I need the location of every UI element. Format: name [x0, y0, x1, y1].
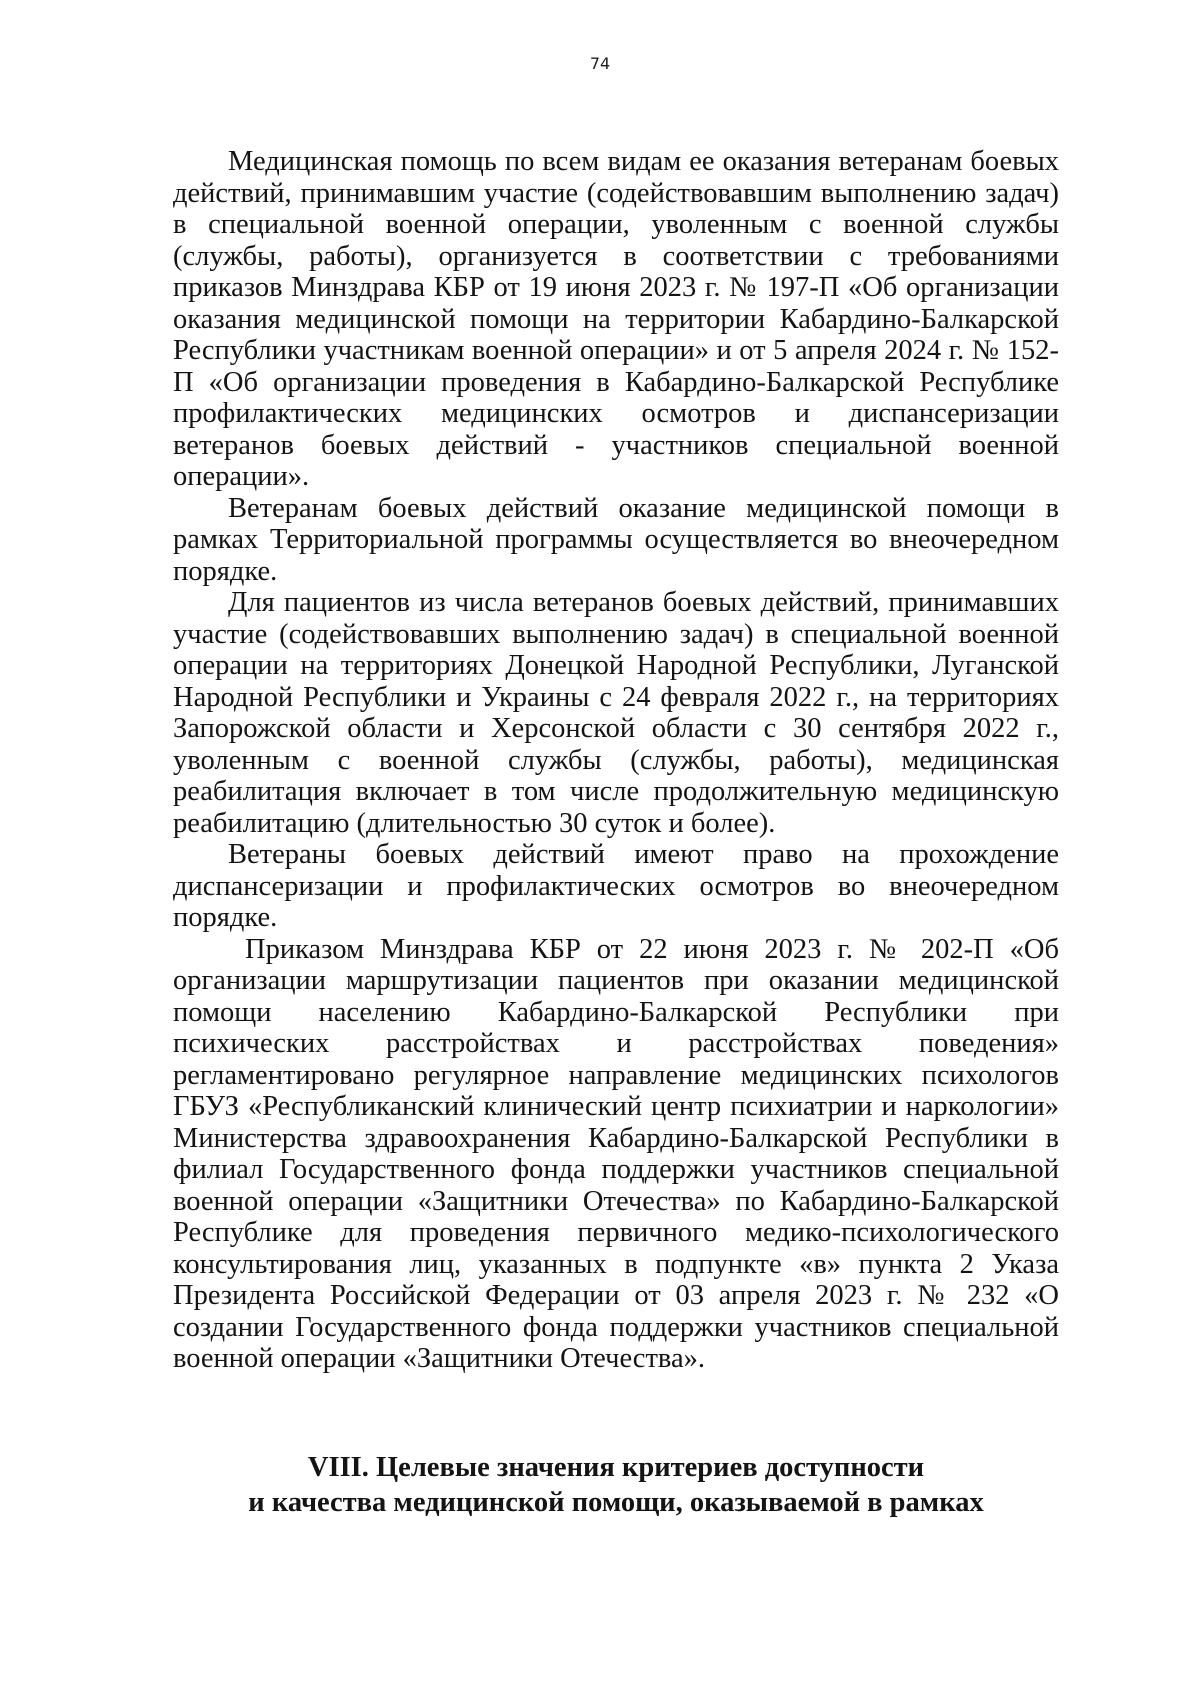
section-heading-line-2: и качества медицинской помощи, оказываемой в рамках: [248, 1487, 984, 1518]
paragraph-dispensarization: Ветераны боевых действий имеют право на прохождение диспансеризации и профилактических осмотров во внеочередном порядке.: [173, 839, 1059, 933]
paragraph-priority-care: Ветеранам боевых действий оказание медицинской помощи в рамках Территориальной программы осуществляется во внеочередном порядке.: [173, 492, 1059, 587]
paragraph-medical-care-veterans: Медицинская помощь по всем видам ее оказания ветеранам боевых действий, принимавшим участие (содействовавшим выполнению задач) в специальной военной операции, уволенным с военной службы (службы, работы), организуется в соответствии с требованиями приказов Минздрава КБР от 19 июня 2023 г. № 197-П «Об организации оказания медицинской помощи на территории Кабардино-Балкарской Республики участникам военной операции» и от 5 апреля 2024 г. № 152-П «Об организации проведения в Кабардино-Балкарской Республике профилактических медицинских осмотров и диспансеризации ветеранов боевых действий - участников специальной военной операции».: [173, 146, 1059, 492]
section-heading: [173, 1450, 1059, 1520]
page-number: 74: [589, 54, 611, 73]
body-text: [173, 146, 1059, 1375]
paragraph-order-202p: Приказом Минздрава КБР от 22 июня 2023 г. № 202-П «Об организации маршрутизации пациентов при оказании медицинской помощи населению Кабардино-Балкарской Республики при психических расстройствах и расстройствах поведения» регламентировано регулярное направление медицинских психологов ГБУЗ «Республиканский клинический центр психиатрии и наркологии» Министерства здравоохранения Кабардино-Балкарской Республики в филиал Государственного фонда поддержки участников специальной военной операции «Защитники Отечества» по Кабардино-Балкарской Республике для проведения первичного медико-психологического консультирования лиц, указанных в подпункте «в» пункта 2 Указа Президента Российской Федерации от 03 апреля 2023 г. № 232 «О создании Государственного фонда поддержки участников специальной военной операции «Защитники Отечества».: [173, 933, 1059, 1374]
section-heading-line-1: VIII. Целевые значения критериев доступности: [307, 1452, 925, 1483]
paragraph-rehabilitation: Для пациентов из числа ветеранов боевых действий, принимавших участие (содействовавших выполнению задач) в специальной военной операции на территориях Донецкой Народной Республики, Луганской Народной Республики и Украины с 24 февраля 2022 г., на территориях Запорожской области и Херсонской области с 30 сентября 2022 г., уволенным с военной службы (службы, работы), медицинская реабилитация включает в том числе продолжительную медицинскую реабилитацию (длительностью 30 суток и более).: [173, 587, 1059, 839]
